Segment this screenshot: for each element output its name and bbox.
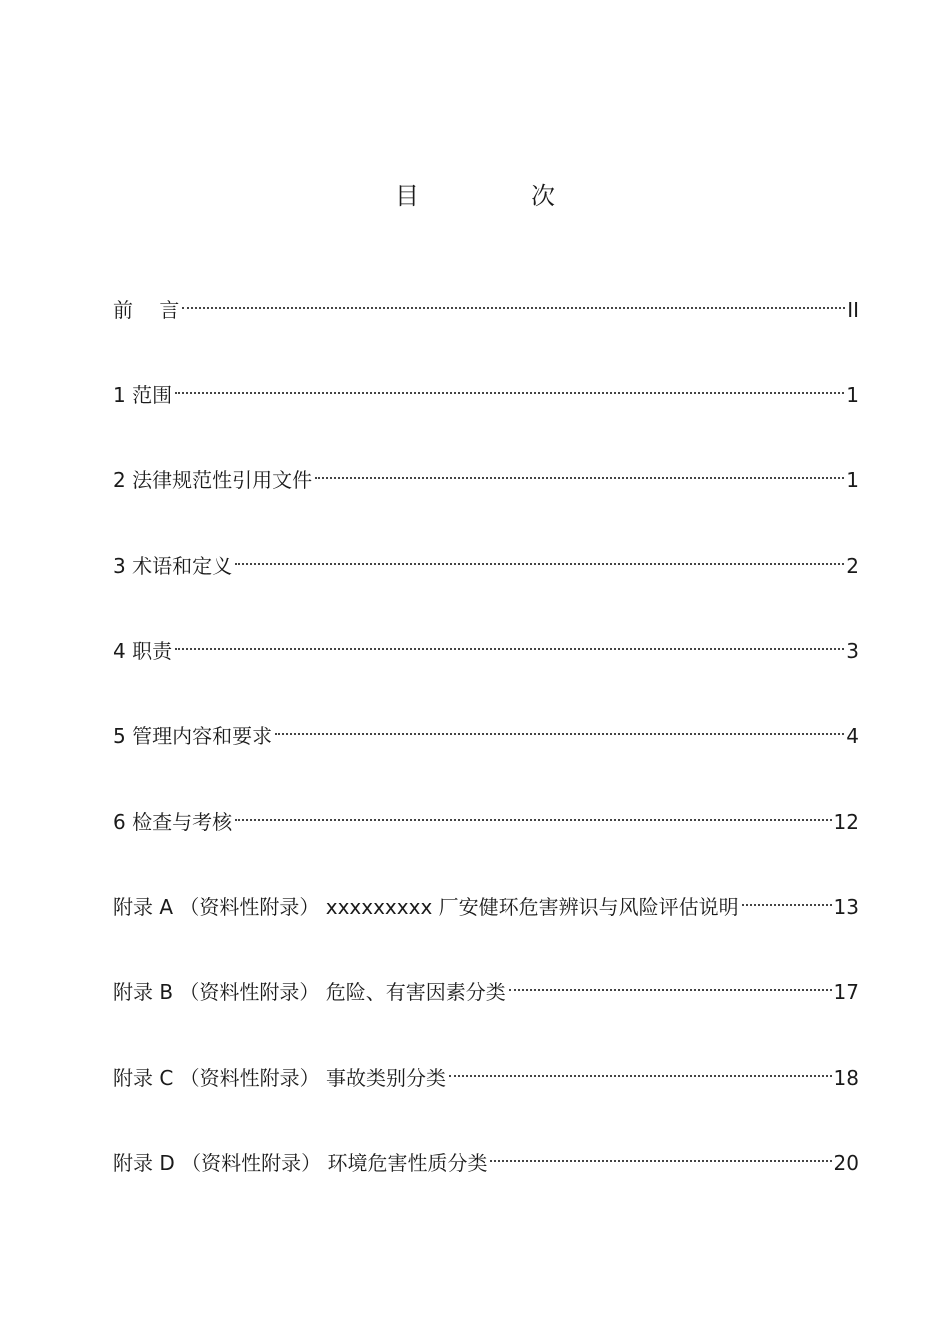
toc-entry-management[interactable]	[113, 709, 859, 748]
toc-entry-label: 附录 A （资料性附录） xxxxxxxxx 厂安健环危害辨识与风险评估说明	[113, 895, 739, 919]
toc-entry-page: 1	[846, 468, 859, 492]
toc-entry-label: 附录 C （资料性附录） 事故类别分类	[113, 1066, 447, 1090]
dot-leader	[275, 709, 844, 743]
toc-entry-page: II	[847, 298, 859, 322]
toc-entry-label: 附录 B （资料性附录） 危险、有害因素分类	[113, 980, 506, 1004]
toc-entry-label: 3 术语和定义	[113, 554, 233, 578]
toc-entry-terms[interactable]	[113, 539, 859, 578]
toc-entry-label: 2 法律规范性引用文件	[113, 468, 313, 492]
toc-entry-page: 18	[833, 1066, 859, 1090]
toc-entry-page: 13	[833, 895, 859, 919]
toc-entry-page: 4	[846, 724, 859, 748]
toc-entry-label: 1 范围	[113, 383, 173, 407]
toc-entry-appendix-d[interactable]	[113, 1136, 859, 1175]
toc-entry-page: 2	[846, 554, 859, 578]
dot-leader	[235, 539, 844, 573]
toc-entry-appendix-b[interactable]	[113, 965, 859, 1004]
toc-entry-appendix-c[interactable]	[113, 1051, 859, 1090]
toc-entry-page: 3	[846, 639, 859, 663]
toc-title: 目 次	[395, 182, 599, 210]
dot-leader	[175, 368, 844, 402]
toc-entry-inspection[interactable]	[113, 795, 859, 834]
dot-leader	[742, 880, 832, 914]
toc-entry-page: 12	[833, 810, 859, 834]
dot-leader	[182, 283, 845, 317]
toc-entry-scope[interactable]	[113, 368, 859, 407]
toc-entry-label: 6 检查与考核	[113, 810, 233, 834]
dot-leader	[175, 624, 844, 658]
dot-leader	[315, 453, 844, 487]
toc-entry-label: 附录 D （资料性附录） 环境危害性质分类	[113, 1151, 488, 1175]
toc-entry-foreword[interactable]	[113, 283, 859, 322]
toc-entry-page: 20	[833, 1151, 859, 1175]
toc-entry-label: 5 管理内容和要求	[113, 724, 273, 748]
dot-leader	[449, 1051, 832, 1085]
dot-leader	[235, 795, 831, 829]
dot-leader	[509, 965, 832, 999]
toc-entry-appendix-a[interactable]	[113, 880, 859, 919]
toc-entry-page: 17	[833, 980, 859, 1004]
toc-entry-label: 4 职责	[113, 639, 173, 663]
toc-entry-references[interactable]	[113, 453, 859, 492]
toc-entry-duties[interactable]	[113, 624, 859, 663]
toc-entry-label: 前 言	[113, 298, 180, 322]
dot-leader	[490, 1136, 831, 1170]
toc-entry-page: 1	[846, 383, 859, 407]
